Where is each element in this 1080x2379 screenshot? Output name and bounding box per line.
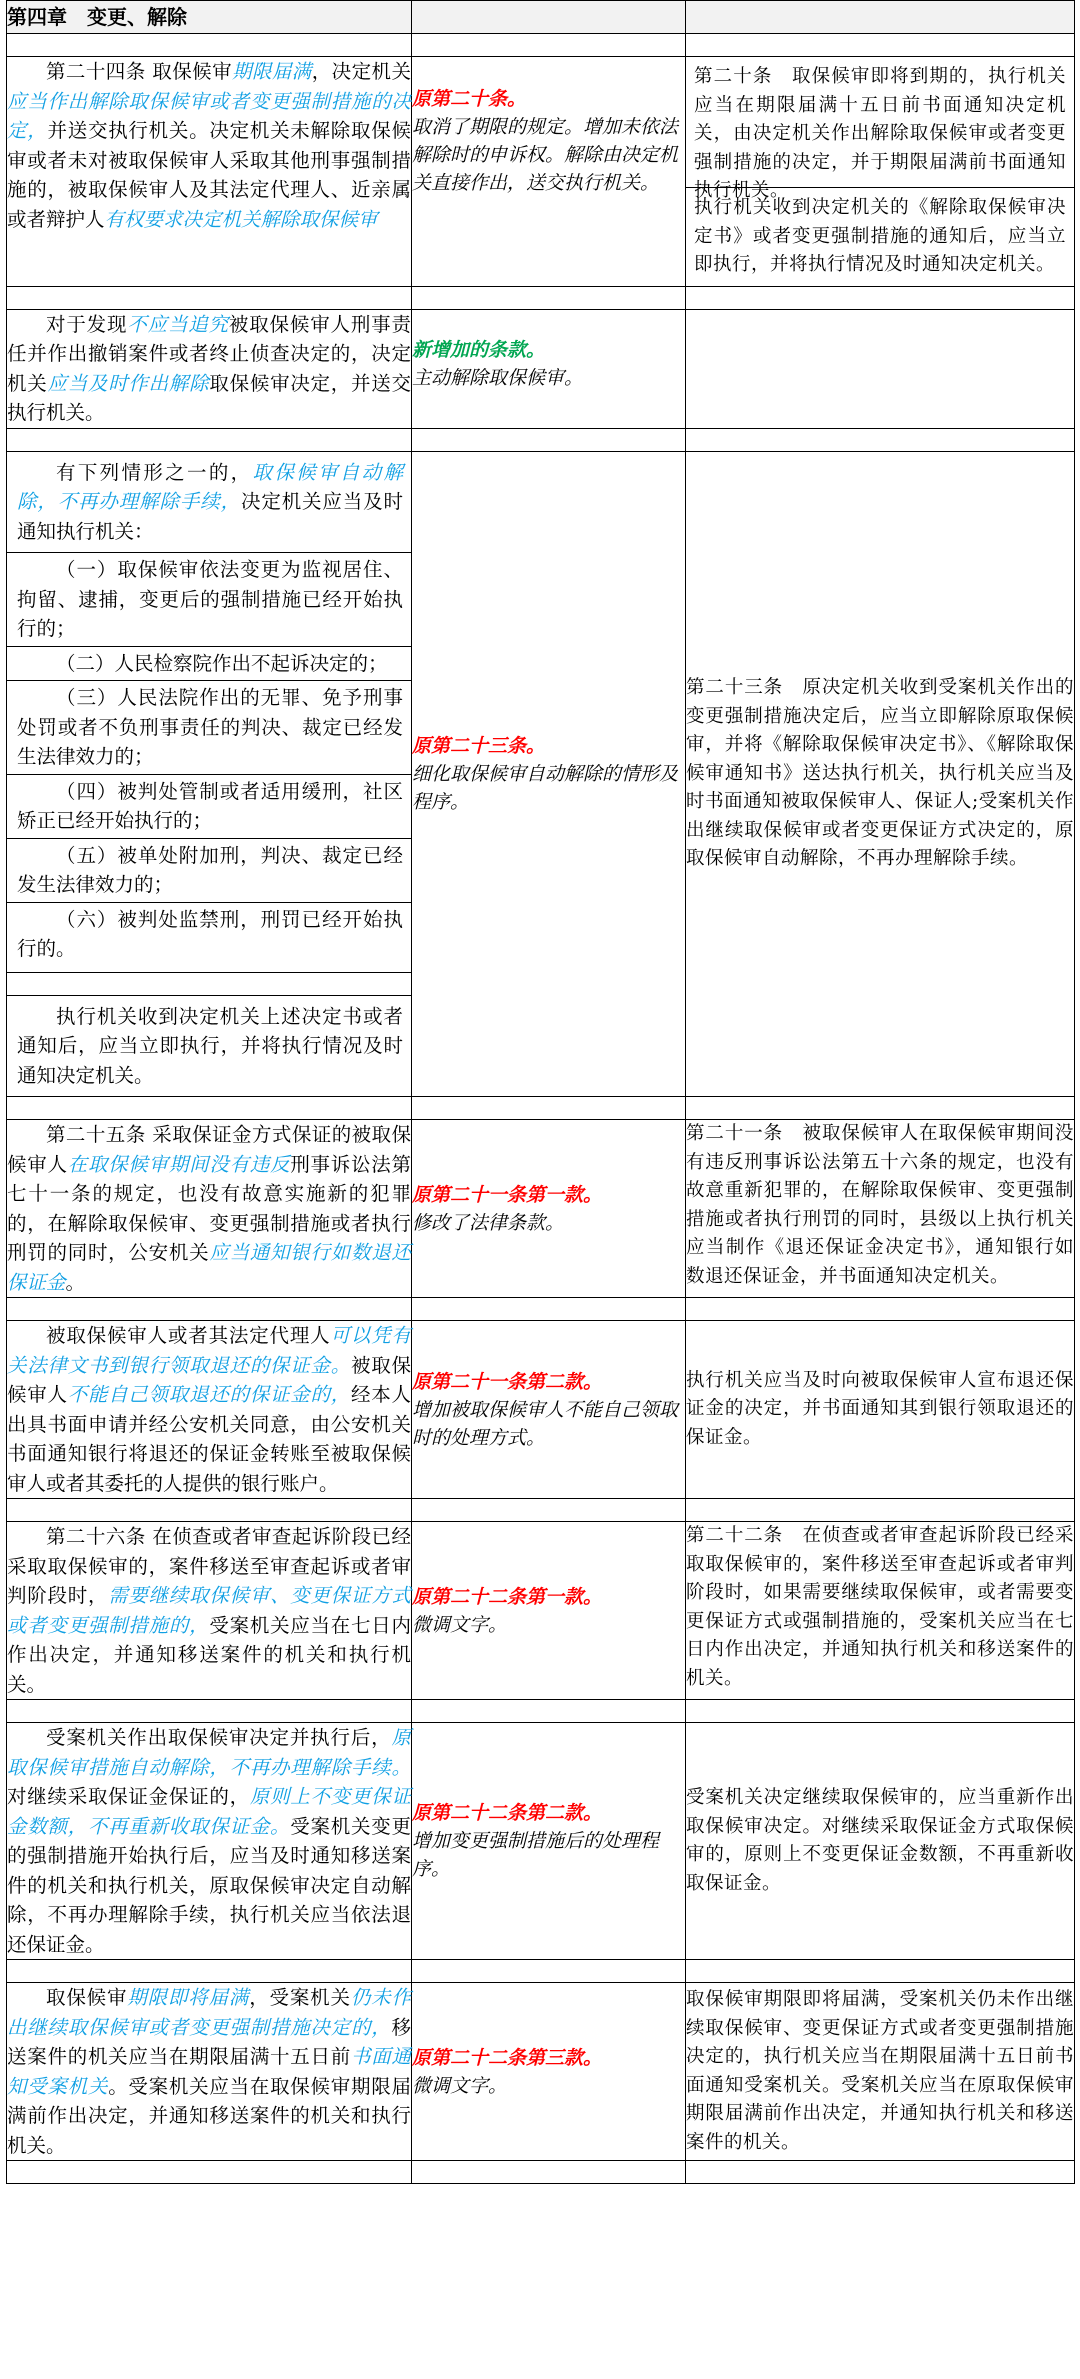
old-rule-article-20: 第二十条 取保候审即将到期的，执行机关应当在期限届满十五日前书面通知决定机关，由决定机关作出解除取保候审或者变更强制措施的决定，并于期限届满前书面通知执行机关。 [686,57,1074,188]
table-row [7,1983,1075,2161]
old-rule-article-22-para3: 取保候审期限即将届满，受案机关仍未作出继续取保候审、变更保证方式或者变更强制措施决定的，执行机关应当在期限届满十五日前书面通知受案机关。受案机关应当在原取保候审期限届满前作出决定，并通知执行机关和移送案件的机关。 [686,1983,1075,2161]
change-description: 微调文字。 [412,1613,508,1636]
spacer-row [7,428,1075,451]
spacer-row [7,2161,1075,2184]
spacer-row [7,1499,1075,1522]
spacer-row [7,1298,1075,1321]
source-tag: 原第二十三条。 [412,734,546,757]
new-rule-discovery: 对于发现不应当追究被取保候审人刑事责任并作出撤销案件或者终止侦查决定的，决定机关应当及时作出解除取保候审决定，并送交执行机关。 [7,309,412,428]
table-row [7,1321,1075,1499]
change-note [412,1120,686,1298]
new-rule-article-25: 第二十五条 采取保证金方式保证的被取保候审人在取保候审期间没有违反刑事诉讼法第七十一条的规定，也没有故意实施新的犯罪的，在解除取保候审、变更强制措施或者执行刑罚的同时，公安机关应当通知银行如数退还保证金。 [7,1120,412,1298]
old-rule-article-22-para2: 受案机关决定继续取保候审的，应当重新作出取保候审决定。对继续采取保证金方式取保候审的，原则上不变更保证金数额，不再重新收取保证金。 [686,1723,1075,1960]
old-rule-article-22: 第二十二条 在侦查或者审查起诉阶段已经采取取保候审的，案件移送至审查起诉或者审判阶段时，如果需要继续取保候审，或者需要变更保证方式或强制措施的，受案机关应当在七日内作出决定，并通知执行机关和移送案件的机关。 [686,1522,1075,1700]
old-rule-article-21-para2: 执行机关应当及时向被取保候审人宣布退还保证金的决定，并书面通知其到银行领取退还的保证金。 [686,1321,1075,1499]
table-row [7,57,1075,287]
change-description: 主动解除取保候审。 [412,366,584,389]
spacer-row [7,1097,1075,1120]
chapter-title: 第四章 变更、解除 [7,1,412,34]
list-item: （一）取保候审依法变更为监视居住、拘留、逮捕，变更后的强制措施已经开始执行的； [7,552,411,646]
change-description: 修改了法律条款。 [412,1211,565,1234]
source-tag: 原第二十一条第二款。 [412,1370,603,1393]
list-item: （四）被判处管制或者适用缓刑，社区矫正已经开始执行的； [7,774,411,838]
source-tag: 原第二十二条第二款。 [412,1802,603,1824]
change-note [412,57,686,287]
change-note [412,1983,686,2161]
change-description: 增加变更强制措施后的处理程序。 [412,1830,660,1880]
table-row [7,309,1075,428]
new-rule-article-24: 第二十四条 取保候审期限届满，决定机关应当作出解除取保候审或者变更强制措施的决定，并送交执行机关。决定机关未解除取保候审或者未对被取保候审人采取其他刑事强制措施的，被取保候审人及其法定代理人、近亲属或者辩护人有权要求决定机关解除取保候审 [7,57,412,287]
list-item: （六）被判处监禁刑，刑罚已经开始执行的。 [7,902,411,972]
new-rule-article-25-para2: 被取保候审人或者其法定代理人可以凭有关法律文书到银行领取退还的保证金。被取保候审人不能自己领取退还的保证金的，经本人出具书面申请并经公安机关同意，由公安机关书面通知银行将退还的保证金转账至被取保候审人或者其委托的人提供的银行账户。 [7,1321,412,1499]
old-rule-article-20-para2: 执行机关收到决定机关的《解除取保候审决定书》或者变更强制措施的通知后，应当立即执行，并将执行情况及时通知决定机关。 [694,197,1066,275]
table-row [7,1120,1075,1298]
old-rule-article-21: 第二十一条 被取保候审人在取保候审期间没有违反刑事诉讼法第五十六条的规定，也没有故意重新犯罪的，在解除取保候审、变更强制措施或者执行刑罚的同时，县级以上执行机关应当制作《退还保证金决定书》，通知银行如数退还保证金，并书面通知决定机关。 [686,1120,1075,1298]
new-rule-article-26-para2: 受案机关作出取保候审决定并执行后，原取保候审措施自动解除，不再办理解除手续。对继续采取保证金保证的，原则上不变更保证金数额，不再重新收取保证金。受案机关变更的强制措施开始执行后，应当及时通知移送案件的机关和执行机关，原取保候审决定自动解除，不再办理解除手续，执行机关应当依法退还保证金。 [7,1723,412,1960]
change-note [412,1522,686,1700]
table-row [7,1723,1075,1960]
source-tag: 原第二十条。 [412,88,527,110]
old-rule-cell [686,57,1075,287]
list-item: （五）被单处附加刑，判决、裁定已经发生法律效力的； [7,838,411,902]
change-note [412,451,686,1097]
change-note [412,309,686,428]
change-description: 细化取保候审自动解除的情形及程序。 [412,762,679,813]
source-tag: 原第二十一条第一款。 [412,1183,603,1206]
comparison-document [6,0,1074,2184]
new-rule-article-26-para3: 取保候审期限即将届满，受案机关仍未作出继续取保候审或者变更强制措施决定的，移送案件的机关应当在期限届满十五日前书面通知受案机关。受案机关应当在取保候审期限届满前作出决定，并通知移送案件的机关和执行机关。 [7,1983,412,2161]
list-item: （二）人民检察院作出不起诉决定的； [7,646,411,681]
comparison-table [6,0,1075,2184]
source-tag: 新增加的条款。 [412,338,546,361]
table-row [7,1522,1075,1700]
source-tag: 原第二十二条第一款。 [412,1585,603,1608]
spacer-row [7,286,1075,309]
change-note [412,1723,686,1960]
list-item: （三）人民法院作出的无罪、免予刑事处罚或者不负刑事责任的判决、裁定已经发生法律效力的； [7,680,411,774]
source-tag: 原第二十二条第三款。 [412,2046,603,2069]
change-description: 增加被取保候审人不能自己领取时的处理方式。 [412,1398,679,1449]
chapter-header-row [7,1,1075,34]
spacer-row [7,1700,1075,1723]
new-rule-auto-release: 有下列情形之一的，取保候审自动解除，不再办理解除手续，决定机关应当及时通知执行机关： （一）取保候审依法变更为监视居住、拘留、逮捕，变更后的强制措施已经开始执行的； （二）人民检察院作出不起诉决定的； （三）人民法院作出的无罪、免予刑事处罚或者不负刑事责任的判决、裁定已经发生法律效力的； （四）被判处管制或者适用缓刑，社区矫正已经开始执行的； （五）被单处附加刑，判决、裁定已经发生法律效力的； （六）被判处监禁刑，刑罚已经开始执行的。 执行机关收到决定机关上述决定书或者通知后，应当立即执行，并将执行情况及时通知决定机关。 [7,451,412,1097]
change-description: 取消了期限的规定。增加未依法解除时的申诉权。解除由决定机关直接作出，送交执行机关。 [412,116,679,194]
change-note [412,1321,686,1499]
new-rule-article-26: 第二十六条 在侦查或者审查起诉阶段已经采取取保候审的，案件移送至审查起诉或者审判阶段时，需要继续取保候审、变更保证方式或者变更强制措施的，受案机关应当在七日内作出决定，并通知移送案件的机关和执行机关。 [7,1522,412,1700]
old-rule-article-23: 第二十三条 原决定机关收到受案机关作出的变更强制措施决定后，应当立即解除原取保候审，并将《解除取保候审决定书》、《解除取保候审通知书》送达执行机关，执行机关应当及时书面通知被取保候审人、保证人;受案机关作出继续取保候审或者变更保证方式决定的，原取保候审自动解除，不再办理解除手续。 [686,451,1075,1097]
exec-paragraph: 执行机关收到决定机关上述决定书或者通知后，应当立即执行，并将执行情况及时通知决定机关。 [7,995,411,1097]
spacer-row [7,34,1075,57]
table-row [7,451,1075,1097]
spacer-row [7,1960,1075,1983]
change-description: 微调文字。 [412,2074,508,2097]
